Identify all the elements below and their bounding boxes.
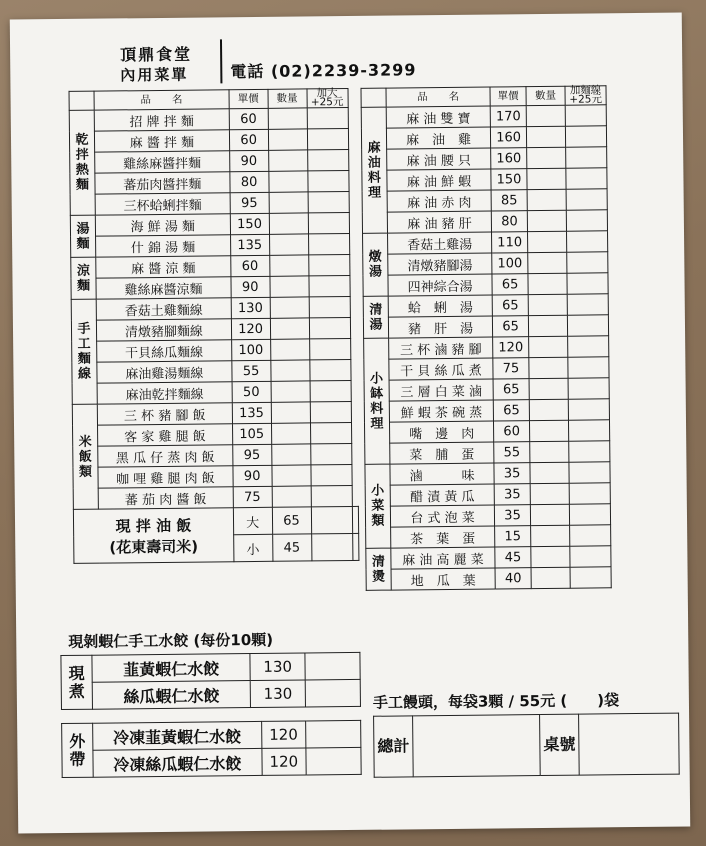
item-price: 95 <box>230 192 269 213</box>
item-name: 麻 油 雙 寶 <box>386 106 490 128</box>
upsize-cell[interactable] <box>309 359 350 380</box>
quantity-cell[interactable] <box>270 318 309 339</box>
item-name: 招 牌 拌 麵 <box>94 109 229 131</box>
item-name: 蕃茄肉醬拌麵 <box>95 172 230 194</box>
quantity-cell[interactable] <box>529 336 568 357</box>
menu-row <box>363 315 608 339</box>
dumpling-row <box>62 720 361 750</box>
menu-row <box>365 504 610 528</box>
menu-row <box>366 567 611 591</box>
quantity-cell[interactable] <box>311 533 352 560</box>
item-name: 冷凍韮黃蝦仁水餃 <box>93 721 262 750</box>
menu-row <box>69 128 354 152</box>
item-name: 清燉豬腳麵線 <box>96 319 231 341</box>
item-price: 105 <box>232 423 271 444</box>
item-name: 麻 油 雞 <box>386 127 490 149</box>
item-price: 130 <box>231 297 270 318</box>
dumpling-row <box>62 747 361 777</box>
upsize-cell[interactable] <box>567 231 608 252</box>
upsize-cell[interactable] <box>567 315 608 336</box>
category-label: 清 湯 <box>363 296 388 338</box>
menu-row <box>363 273 608 297</box>
upsize-cell[interactable] <box>568 336 609 357</box>
menu-row <box>365 483 610 507</box>
item-price: 80 <box>491 211 527 232</box>
menu-row <box>365 441 610 465</box>
item-price: 100 <box>231 339 270 360</box>
item-price: 160 <box>491 127 527 148</box>
quantity-cell[interactable] <box>529 399 568 420</box>
upsize-cell[interactable] <box>310 422 351 443</box>
item-price: 120 <box>261 748 306 775</box>
upsize-cell[interactable] <box>308 233 349 254</box>
quantity-cell[interactable] <box>526 105 565 126</box>
quantity-cell[interactable] <box>527 147 566 168</box>
item-name: 雞絲麻醬拌麵 <box>95 151 230 173</box>
menu-row <box>71 254 356 278</box>
item-name: 什 錦 湯 麵 <box>96 235 231 257</box>
item-price: 50 <box>232 381 271 402</box>
total-label: 總計 <box>374 716 414 777</box>
item-price: 60 <box>229 108 268 129</box>
quantity-cell[interactable] <box>269 234 308 255</box>
quantity-cell[interactable] <box>270 360 309 381</box>
item-name: 麻 油 高 麗 菜 <box>391 547 495 569</box>
upsize-cell[interactable] <box>307 129 348 150</box>
quantity-cell[interactable] <box>268 108 307 129</box>
header-cell: 加麵線 +25元 <box>565 86 606 105</box>
category-label: 手 工 麵 線 <box>71 299 97 404</box>
item-price: 120 <box>493 337 529 358</box>
item-price: 75 <box>233 486 272 507</box>
quantity-cell[interactable] <box>527 168 566 189</box>
item-name: 干貝絲瓜麵線 <box>97 340 232 362</box>
quantity-cell[interactable] <box>530 441 569 462</box>
item-name: 咖 哩 雞 腿 肉 飯 <box>98 466 233 488</box>
quantity-cell[interactable] <box>529 420 568 441</box>
item-price: 90 <box>233 465 272 486</box>
item-name: 台 式 泡 菜 <box>390 505 494 527</box>
item-price: 95 <box>232 444 271 465</box>
item-name: 地 瓜 葉 <box>391 568 495 590</box>
menu-row <box>70 212 355 236</box>
quantity-cell[interactable] <box>528 273 567 294</box>
upsize-cell[interactable] <box>309 317 350 338</box>
item-name: 四神綜合湯 <box>388 274 492 296</box>
item-name: 麻油雞湯麵線 <box>97 361 232 383</box>
upsize-cell[interactable] <box>569 483 610 504</box>
header-divider <box>220 39 222 83</box>
quantity-cell[interactable] <box>271 444 310 465</box>
menu-row <box>364 399 609 423</box>
item-name: 韮黃蝦仁水餃 <box>92 654 251 683</box>
quantity-cell[interactable] <box>531 567 570 588</box>
upsize-cell[interactable] <box>307 108 348 129</box>
quantity-cell[interactable] <box>306 747 361 775</box>
upsize-cell[interactable] <box>565 105 606 126</box>
item-price: 40 <box>495 568 531 589</box>
item-price: 100 <box>492 253 528 274</box>
menu-row <box>362 210 607 234</box>
quantity-cell[interactable] <box>268 129 307 150</box>
item-price: 60 <box>229 129 268 150</box>
item-price: 135 <box>230 234 269 255</box>
menu-row <box>364 378 609 402</box>
quantity-cell[interactable] <box>531 525 570 546</box>
item-name: 醋 漬 黃 瓜 <box>390 484 494 506</box>
menu-row <box>72 359 357 383</box>
item-price: 130 <box>250 653 305 681</box>
menu-row <box>71 317 356 341</box>
upsize-cell[interactable] <box>566 147 607 168</box>
item-name: 鮮 蝦 茶 碗 蒸 <box>389 400 493 422</box>
quantity-cell[interactable] <box>531 546 570 567</box>
quantity-cell[interactable] <box>271 465 310 486</box>
menu-row <box>364 420 609 444</box>
category-label: 外 帶 <box>62 723 94 777</box>
dumpling-out-table <box>61 720 362 778</box>
item-price: 35 <box>494 463 530 484</box>
quantity-cell[interactable] <box>529 357 568 378</box>
upsize-cell[interactable] <box>310 401 351 422</box>
menu-paper <box>10 13 690 834</box>
menu-row <box>69 107 354 131</box>
quantity-cell[interactable] <box>528 231 567 252</box>
header-cell <box>361 88 386 107</box>
right-menu-table <box>360 85 611 591</box>
item-price: 65 <box>493 379 529 400</box>
quantity-cell[interactable] <box>529 378 568 399</box>
quantity-cell[interactable] <box>268 171 307 192</box>
menu-row <box>70 170 355 194</box>
header-cell: 品 名 <box>94 90 229 110</box>
upsize-cell[interactable] <box>570 525 611 546</box>
header-cell <box>69 91 94 110</box>
upsize-cell[interactable] <box>308 213 349 234</box>
item-price: 85 <box>491 190 527 211</box>
item-price: 150 <box>230 213 269 234</box>
item-name: 嘴 邊 肉 <box>389 421 493 443</box>
menu-row <box>70 191 355 215</box>
quantity-cell[interactable] <box>527 210 566 231</box>
category-label: 現 煮 <box>61 655 93 709</box>
upsize-cell[interactable] <box>307 171 348 192</box>
upsize-cell[interactable] <box>310 443 351 464</box>
quantity-cell[interactable] <box>306 720 361 748</box>
menu-row <box>73 422 358 446</box>
item-name: 麻油乾拌麵線 <box>97 382 232 404</box>
total-field[interactable] <box>413 715 541 777</box>
item-name: 干 貝 絲 瓜 煮 <box>389 358 493 380</box>
item-price: 15 <box>495 526 531 547</box>
upsize-cell[interactable] <box>568 399 609 420</box>
upsize-cell[interactable] <box>570 546 611 567</box>
category-label: 麻 油 料 理 <box>361 107 387 233</box>
table-number-field[interactable] <box>579 713 680 775</box>
upsize-cell[interactable] <box>352 533 359 560</box>
menu-row <box>73 443 358 467</box>
category-label: 清 燙 <box>366 548 391 590</box>
menu-row <box>72 380 357 404</box>
upsize-cell[interactable] <box>570 567 611 588</box>
header-cell: 單價 <box>229 89 268 108</box>
item-price: 90 <box>231 276 270 297</box>
item-name: 麻 油 赤 肉 <box>387 190 491 212</box>
item-price: 45 <box>272 534 311 561</box>
quantity-cell[interactable] <box>528 252 567 273</box>
quantity-cell[interactable] <box>527 189 566 210</box>
item-name: 麻 醬 涼 麵 <box>96 256 231 278</box>
item-price: 35 <box>494 484 530 505</box>
upsize-cell[interactable] <box>309 338 350 359</box>
item-name: 冷凍絲瓜蝦仁水餃 <box>93 748 262 777</box>
item-name: 海 鮮 湯 麵 <box>95 214 230 236</box>
menu-row <box>365 462 610 486</box>
upsize-cell[interactable] <box>569 462 610 483</box>
menu-row <box>364 357 609 381</box>
upsize-cell[interactable] <box>567 273 608 294</box>
item-price: 45 <box>495 547 531 568</box>
menu-row <box>71 233 356 257</box>
item-name: 三 杯 豬 腳 飯 <box>97 403 232 425</box>
left-menu-table <box>69 88 360 564</box>
menu-row <box>362 168 607 192</box>
item-name: 滷 味 <box>390 463 494 485</box>
item-name: 清燉豬腳湯 <box>388 253 492 275</box>
menu-row <box>362 147 607 171</box>
table-number-label: 桌號 <box>540 714 580 775</box>
item-price: 65 <box>272 507 311 534</box>
item-name: 雞絲麻醬涼麵 <box>96 277 231 299</box>
menu-row <box>73 464 358 488</box>
item-price: 65 <box>492 274 528 295</box>
quantity-cell[interactable] <box>305 652 360 680</box>
bun-line: 手工饅頭，每袋3顆 / 55元 ( )袋 <box>372 691 620 712</box>
menu-row <box>72 338 357 362</box>
menu-row <box>366 546 611 570</box>
dumpling-now-table <box>60 652 361 710</box>
dumpling-row <box>61 679 360 709</box>
menu-row <box>363 294 608 318</box>
item-price: 65 <box>492 316 528 337</box>
item-name: 麻 醬 拌 麵 <box>94 130 229 152</box>
item-name: 蛤 蜊 湯 <box>388 295 492 317</box>
quantity-cell[interactable] <box>530 462 569 483</box>
upsize-cell[interactable] <box>568 420 609 441</box>
upsize-cell[interactable] <box>567 252 608 273</box>
upsize-cell[interactable] <box>566 189 607 210</box>
item-price: 65 <box>492 295 528 316</box>
item-name: 香菇土雞湯 <box>388 232 492 254</box>
menu-row <box>361 126 606 150</box>
item-price: 60 <box>494 421 530 442</box>
category-label: 涼 麵 <box>71 257 96 299</box>
menu-row <box>363 231 608 255</box>
item-price: 75 <box>493 358 529 379</box>
item-price: 150 <box>491 169 527 190</box>
category-label: 乾 拌 熱 麵 <box>69 110 95 215</box>
quantity-cell[interactable] <box>528 294 567 315</box>
quantity-cell[interactable] <box>269 255 308 276</box>
size-label: 大 <box>233 507 272 534</box>
quantity-cell[interactable] <box>269 192 308 213</box>
menu-row <box>362 189 607 213</box>
header-cell: 單價 <box>490 87 526 106</box>
upsize-cell[interactable] <box>308 254 349 275</box>
menu-row <box>71 275 356 299</box>
category-label: 燉 湯 <box>363 233 389 296</box>
upsize-cell[interactable] <box>307 150 348 171</box>
category-label: 米 飯 類 <box>72 404 98 509</box>
quantity-cell[interactable] <box>530 504 569 525</box>
upsize-cell[interactable] <box>308 275 349 296</box>
item-price: 110 <box>492 232 528 253</box>
quantity-cell[interactable] <box>269 276 308 297</box>
item-price: 55 <box>232 360 271 381</box>
quantity-cell[interactable] <box>269 213 308 234</box>
item-price: 80 <box>230 171 269 192</box>
upsize-cell[interactable] <box>565 126 606 147</box>
upsize-cell[interactable] <box>568 357 609 378</box>
item-name: 三 層 白 菜 滷 <box>389 379 493 401</box>
upsize-cell[interactable] <box>566 210 607 231</box>
category-label: 湯 麵 <box>70 215 95 257</box>
item-name: 蕃 茄 肉 醬 飯 <box>98 487 233 509</box>
quantity-cell[interactable] <box>530 483 569 504</box>
category-label: 小 缽 料 理 <box>364 338 390 464</box>
quantity-cell[interactable] <box>272 486 311 507</box>
menu-row <box>73 485 358 509</box>
quantity-cell[interactable] <box>268 150 307 171</box>
item-name: 絲瓜蝦仁水餃 <box>92 681 251 710</box>
restaurant-name: 頂鼎食堂 <box>120 44 193 65</box>
upsize-cell[interactable] <box>310 380 351 401</box>
dumpling-row <box>61 652 360 682</box>
menu-row <box>363 252 608 276</box>
item-price: 160 <box>491 148 527 169</box>
item-price: 35 <box>494 505 530 526</box>
item-price: 120 <box>231 318 270 339</box>
phone-number: 電話 (02)2239-3299 <box>230 60 417 82</box>
item-price: 90 <box>229 150 268 171</box>
header-cell: 品 名 <box>386 87 490 107</box>
item-price: 60 <box>230 255 269 276</box>
menu-row <box>72 401 357 425</box>
menu-row <box>364 336 609 360</box>
quantity-cell[interactable] <box>270 339 309 360</box>
item-name: 茶 葉 蛋 <box>391 526 495 548</box>
rice-row-big <box>73 506 358 536</box>
size-label: 小 <box>233 534 272 561</box>
item-name: 香菇土雞麵線 <box>96 298 231 320</box>
item-price: 130 <box>250 680 305 708</box>
item-price: 120 <box>261 721 306 748</box>
quantity-cell[interactable] <box>271 402 310 423</box>
menu-row <box>361 105 606 129</box>
item-name: 黑 瓜 仔 蒸 肉 飯 <box>98 445 233 467</box>
quantity-cell[interactable] <box>271 381 310 402</box>
item-price: 55 <box>494 442 530 463</box>
header-cell: 加大 +25元 <box>306 89 347 108</box>
item-name: 麻 油 鮮 蝦 <box>387 169 491 191</box>
upsize-cell[interactable] <box>567 294 608 315</box>
menu-subtitle: 內用菜單 <box>120 65 189 85</box>
item-name: 豬 肝 湯 <box>388 316 492 338</box>
item-name: 客 家 雞 腿 飯 <box>98 424 233 446</box>
menu-row <box>366 525 611 549</box>
quantity-cell[interactable] <box>526 126 565 147</box>
quantity-cell[interactable] <box>270 297 309 318</box>
header-cell: 數量 <box>526 86 565 105</box>
upsize-cell[interactable] <box>309 296 350 317</box>
quantity-cell[interactable] <box>305 679 360 707</box>
quantity-cell[interactable] <box>271 423 310 444</box>
menu-row <box>71 296 356 320</box>
item-name: 麻 油 腰 只 <box>387 148 491 170</box>
item-name: 麻 油 豬 肝 <box>387 211 491 233</box>
upsize-cell[interactable] <box>311 485 352 506</box>
oil-rice-label: 現 拌 油 飯 (花東壽司米) <box>73 508 233 564</box>
upsize-cell[interactable] <box>566 168 607 189</box>
upsize-cell[interactable] <box>310 464 351 485</box>
item-name: 三杯蛤蜊拌麵 <box>95 193 230 215</box>
item-price: 135 <box>232 402 271 423</box>
upsize-cell[interactable] <box>352 506 359 533</box>
dumpling-title: 現剝蝦仁手工水餃 (每份10顆) <box>68 630 274 651</box>
menu-row <box>70 149 355 173</box>
total-table <box>373 713 680 778</box>
header-cell: 數量 <box>268 89 307 108</box>
upsize-cell[interactable] <box>569 504 610 525</box>
upsize-cell[interactable] <box>568 378 609 399</box>
item-price: 170 <box>490 106 526 127</box>
item-price: 65 <box>493 400 529 421</box>
item-name: 三 杯 滷 豬 腳 <box>389 337 493 359</box>
upsize-cell[interactable] <box>569 441 610 462</box>
item-name: 菜 脯 蛋 <box>390 442 494 464</box>
quantity-cell[interactable] <box>528 315 567 336</box>
quantity-cell[interactable] <box>311 506 352 533</box>
upsize-cell[interactable] <box>308 192 349 213</box>
category-label: 小 菜 類 <box>365 464 391 548</box>
